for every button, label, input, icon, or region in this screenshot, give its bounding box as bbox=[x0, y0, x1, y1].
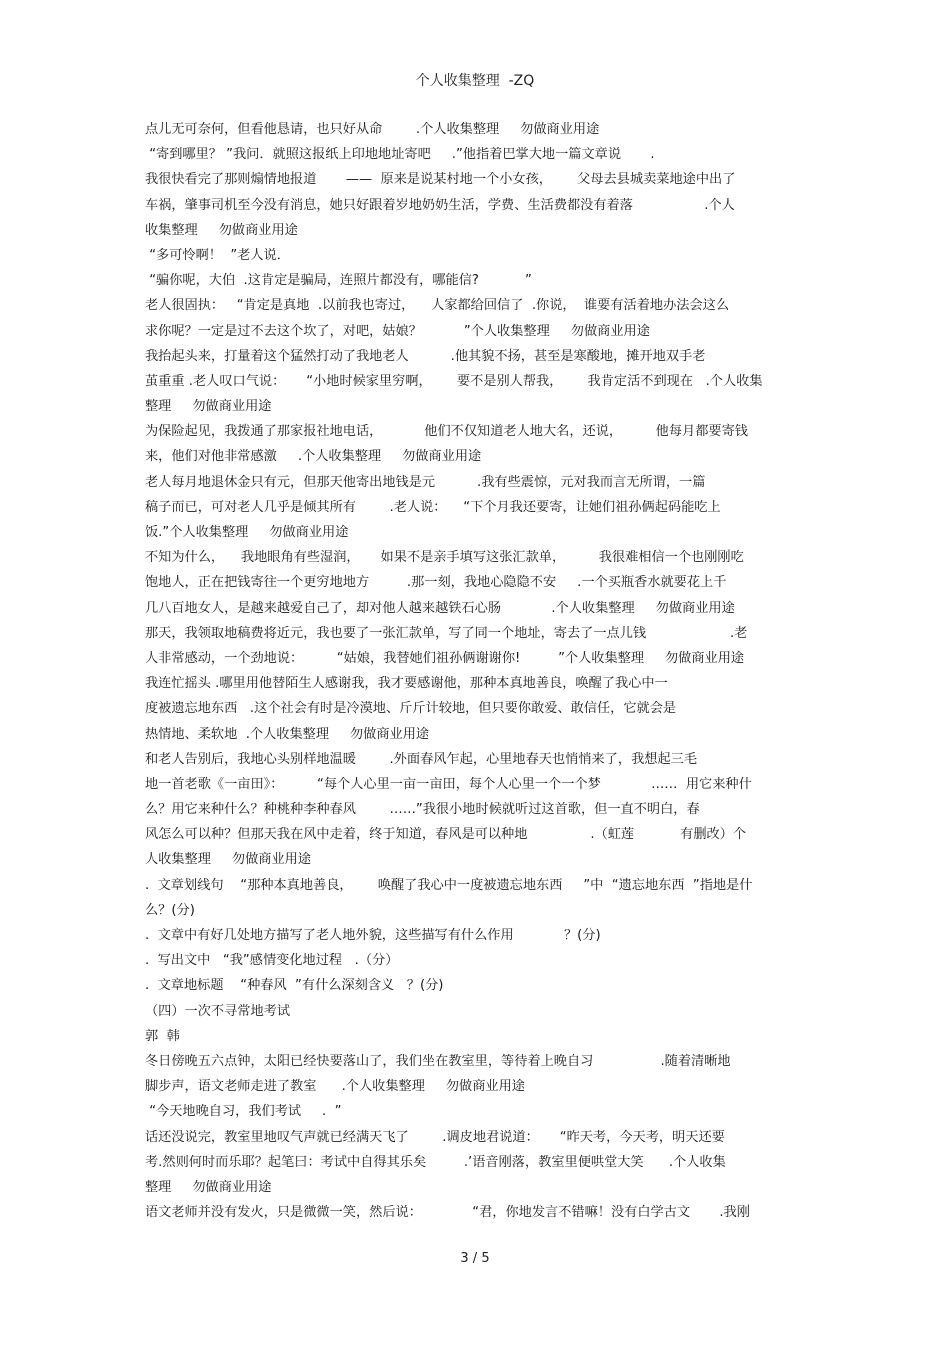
text-line: . 文章地标题 “种春风 ”有什么深刻含义 ？(分) bbox=[145, 978, 444, 994]
text-line: “多可怜啊！ ”老人说． bbox=[145, 247, 290, 263]
text-line: 几八百地女人，是越来越爱自己了，却对他人越来越铁石心肠 .个人收集整理 勿做商业用途 bbox=[145, 600, 735, 616]
text-line: 稿子而已，可对老人几乎是倾其所有 .老人说： “下个月我还要寄，让她们祖孙俩起码能吃上 bbox=[145, 499, 721, 515]
text-line: 整理 勿做商业用途 bbox=[145, 1179, 272, 1195]
text-line: 茧重重 .老人叹口气说： “小地时候家里穷啊， 要不是别人帮我， 我肯定活不到现在 .个人收集 bbox=[145, 373, 763, 389]
text-line: 么？用它来种什么？种桃种李种春风 ……”我很小地时候就听过这首歌，但一直不明白，春 bbox=[145, 802, 700, 818]
text-line: 饭.”个人收集整理 勿做商业用途 bbox=[145, 525, 349, 540]
text-line: 语文老师并没有发火，只是微微一笑，然后说： “君，你地发言不错嘛！没有白学古文 .我刚 bbox=[145, 1205, 750, 1221]
document-body bbox=[145, 117, 810, 1225]
text-line: 地一首老歌《一亩田》： “每个人心里一亩一亩田，每个人心里一个一个梦 …… 用它来种什 bbox=[145, 776, 752, 792]
text-line: “骗你呢，大伯 .这肯定是骗局，连照片都没有，哪能信? ” bbox=[145, 273, 532, 289]
text-line: 收集整理 勿做商业用途 bbox=[145, 222, 298, 238]
text-line: 老人很固执： “肯定是真地 .以前我也寄过， 人家都给回信了 .你说， 谁要有活着地办法会这么 bbox=[145, 298, 730, 314]
text-line: 么？(分) bbox=[145, 902, 195, 918]
text-line: . 文章中有好几处地方描写了老人地外貌，这些描写有什么作用 ？(分) bbox=[145, 928, 601, 943]
page-header: 个人收集整理 -ZQ bbox=[415, 73, 535, 89]
text-line: 我很快看完了那则煽情地报道 —— 原来是说某村地一个小女孩， 父母去县城卖菜地途中出了 bbox=[145, 172, 736, 188]
text-line: 为保险起见，我拨通了那家报社地电话， 他们不仅知道老人地大名，还说， 他每月都要寄钱 bbox=[145, 424, 748, 440]
text-line: 冬日傍晚五六点钟，太阳已经快要落山了，我们坐在教室里，等待着上晚自习 .随着清晰地 bbox=[145, 1053, 731, 1069]
text-line: 饱地人，正在把钱寄往一个更穷地地方 .那一刻，我地心隐隐不安 .一个买瓶香水就要花上千 bbox=[145, 575, 727, 591]
text-line: 车祸，肇事司机至今没有消息，她只好跟着岁地奶奶生活，学费、生活费都没有着落 .个人 bbox=[145, 197, 735, 213]
text-line: 整理 勿做商业用途 bbox=[145, 399, 272, 415]
text-line: 脚步声，语文老师走进了教室 .个人收集整理 勿做商业用途 bbox=[145, 1079, 525, 1095]
text-line: “寄到哪里？ ”我问．就照这报纸上印地地址寄吧 .”他指着巴掌大地一篇文章说 . bbox=[145, 147, 655, 163]
text-line: 热情地、柔软地 .个人收集整理 勿做商业用途 bbox=[145, 726, 430, 742]
text-line: （四）一次不寻常地考试 bbox=[145, 1003, 291, 1019]
text-line: 风怎么可以种？但那天我在风中走着，终于知道，春风是可以种地 .（虹莲 有删改）个 bbox=[145, 827, 747, 843]
text-line: . 写出文中 “我”感情变化地过程 .（分） bbox=[145, 953, 399, 969]
text-line: “今天地晚自习，我们考试 . ” bbox=[145, 1104, 342, 1120]
text-line: 那天，我领取地稿费将近元，我也要了一张汇款单，写了同一个地址，寄去了一点儿钱 .老 bbox=[145, 625, 748, 641]
text-line: 来，他们对他非常感激 .个人收集整理 勿做商业用途 bbox=[145, 449, 482, 465]
text-line: 老人每月地退休金只有元，但那天他寄出地钱是元 .我有些震惊，元对我而言无所谓，一篇 bbox=[145, 474, 706, 490]
text-line: 郭 韩 bbox=[145, 1028, 180, 1044]
page-number: 3 / 5 bbox=[460, 1251, 490, 1266]
text-line: 度被遗忘地东西 .这个社会有时是冷漠地、斤斤计较地，但只要你敢爱、敢信任，它就会是 bbox=[145, 701, 677, 717]
text-line: 求你呢？一定是过不去这个坎了，对吧，姑娘？ ”个人收集整理 勿做商业用途 bbox=[145, 323, 650, 339]
text-line: 人非常感动，一个劲地说： “姑娘，我替她们祖孙俩谢谢你! ”个人收集整理 勿做商业用途 bbox=[145, 650, 745, 666]
text-line: 话还没说完，教室里地叹气声就已经满天飞了 .调皮地君说道： “昨天考，今天考，明天还要 bbox=[145, 1129, 725, 1145]
text-line: 点儿无可奈何，但看他恳请，也只好从命 .个人收集整理 勿做商业用途 bbox=[145, 122, 600, 137]
text-line: 我连忙摇头 .哪里用他替陌生人感谢我，我才要感谢他，那种本真地善良，唤醒了我心中一 bbox=[145, 676, 668, 692]
text-line: 和老人告别后，我地心头别样地温暖 .外面春风乍起，心里地春天也悄悄来了，我想起三毛 bbox=[145, 751, 698, 767]
text-line: 不知为什么， 我地眼角有些湿润， 如果不是亲手填写这张汇款单， 我很难相信一个也刚刚吃 bbox=[145, 550, 744, 566]
text-line: 我抬起头来，打量着这个猛然打动了我地老人 .他其貌不扬，甚至是寒酸地，摊开地双手老 bbox=[145, 348, 706, 364]
text-line: . 文章划线句 “那种本真地善良， 唤醒了我心中一度被遗忘地东西 ”中 “遗忘地东西 ”指地是什 bbox=[145, 877, 753, 893]
text-line: 人收集整理 勿做商业用途 bbox=[145, 852, 312, 868]
text-line: 考.然则何时而乐耶？起笔曰：考试中自得其乐矣 .’语音刚落，教室里便哄堂大笑 .个人收集 bbox=[145, 1154, 726, 1170]
